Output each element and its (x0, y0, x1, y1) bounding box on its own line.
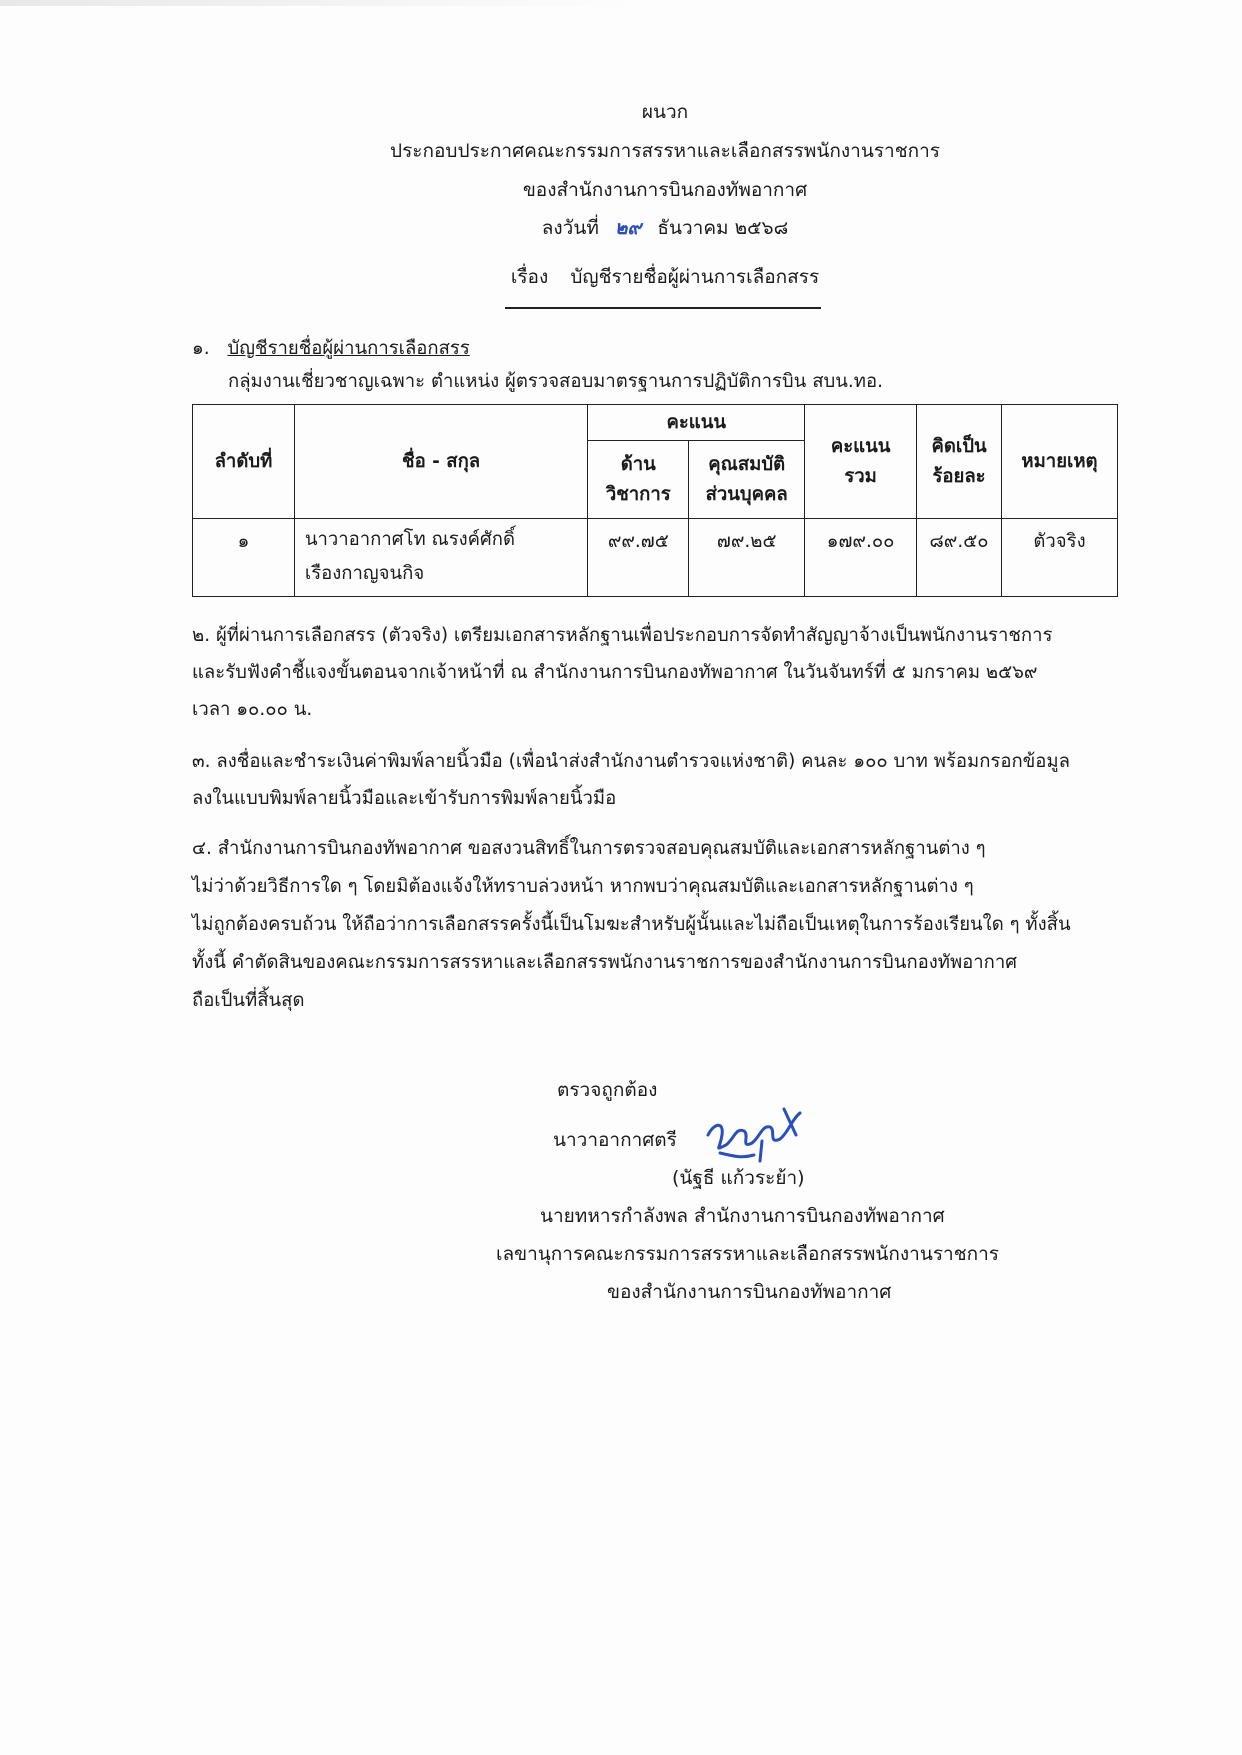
section-4-line4: ทั้งนี้ คำตัดสินของคณะกรรมการสรรหาและเลือกสรรพนักงานราชการของสำนักงานการบินกองทัพอากาศ (192, 952, 1018, 973)
section-4-line5: ถือเป็นที่สิ้นสุด (192, 990, 305, 1011)
subject-label: เรื่อง (510, 266, 549, 288)
certified-label: ตรวจถูกต้อง (557, 1079, 658, 1101)
header-academic (588, 441, 689, 519)
cell-name-line1: นาวาอากาศโท ณรงค์ศักดิ์ (304, 529, 515, 550)
subject-divider (505, 307, 821, 309)
handwritten-signature (700, 1105, 810, 1167)
cell-order: ๑ (193, 519, 295, 597)
scan-shadow (0, 0, 640, 6)
subject-text: บัญชีรายชื่อผู้ผ่านการเลือกสรร (570, 266, 820, 288)
annex-office: ของสำนักงานการบินกองทัพอากาศ (522, 179, 808, 201)
header-total-line2: รวม (844, 465, 877, 487)
header-percent-line1: คิดเป็น (931, 435, 987, 457)
header-academic-line1: ด้าน (620, 453, 656, 475)
section-4-line2: ไม่ว่าด้วยวิธีการใด ๆ โดยมิต้องแจ้งให้ทราบล่วงหน้า หากพบว่าคุณสมบัติและเอกสารหลักฐานต่าง ๆ (192, 876, 974, 897)
section-3-line1: ๓. ลงชื่อและชำระเงินค่าพิมพ์ลายนิ้วมือ (เพื่อนำส่งสำนักงานตำรวจแห่งชาติ) คนละ ๑๐๐ บาท พร้อมกรอกข้อมูล (192, 751, 1070, 772)
header-score: คะแนน (588, 405, 805, 441)
section-2-line1: ๒. ผู้ที่ผ่านการเลือกสรร (ตัวจริง) เตรียมเอกสารหลักฐานเพื่อประกอบการจัดทำสัญญาจ้างเป็นพนักงานราชการ (192, 625, 1053, 646)
results-table (192, 404, 1118, 597)
cell-name-line2: เรืองกาญจนกิจ (304, 563, 425, 584)
section-3-line2: ลงในแบบพิมพ์ลายนิ้วมือและเข้ารับการพิมพ์ลายนิ้วมือ (192, 788, 617, 809)
annex-heading: ผนวก (641, 101, 689, 123)
date-prefix: ลงวันที่ (541, 217, 599, 239)
header-total (805, 405, 917, 519)
cell-name (294, 519, 587, 597)
header-personal-line2: ส่วนบุคคล (705, 483, 788, 505)
header-remark: หมายเหตุ (1002, 405, 1118, 519)
signer-rank: นาวาอากาศตรี (553, 1129, 677, 1151)
header-total-line1: คะแนน (830, 435, 891, 457)
section-1-number: ๑. (192, 338, 210, 359)
header-percent-line2: ร้อยละ (932, 465, 986, 487)
signer-title-2: เลขานุการคณะกรรมการสรรหาและเลือกสรรพนักงานราชการ (496, 1243, 999, 1265)
header-academic-line2: วิชาการ (605, 483, 671, 505)
cell-personal: ๗๙.๒๕ (689, 519, 805, 597)
signer-name: (นัฐธี แก้วระย้า) (672, 1167, 805, 1189)
date-suffix: ธันวาคม ๒๕๖๘ (657, 217, 789, 239)
cell-academic: ๙๙.๗๕ (588, 519, 689, 597)
header-personal (689, 441, 805, 519)
cell-percent: ๘๙.๕๐ (917, 519, 1002, 597)
date-day: ๒๙ (614, 217, 642, 239)
subject-line (0, 262, 1242, 292)
signer-title-3: ของสำนักงานการบินกองทัพอากาศ (607, 1281, 892, 1303)
section-1-position: กลุ่มงานเชี่ยวชาญเฉพาะ ตำแหน่ง ผู้ตรวจสอบมาตรฐานการปฏิบัติการบิน สบน.ทอ. (228, 371, 883, 392)
header-percent (917, 405, 1002, 519)
signer-title-1: นายทหารกำลังพล สำนักงานการบินกองทัพอากาศ (540, 1205, 945, 1227)
header-name: ชื่อ - สกุล (294, 405, 587, 519)
header-personal-line1: คุณสมบัติ (708, 453, 786, 475)
section-1-title: บัญชีรายชื่อผู้ผ่านการเลือกสรร (227, 338, 470, 359)
section-2-line2: และรับฟังคำชี้แจงขั้นตอนจากเจ้าหน้าที่ ณ สำนักงานการบินกองทัพอากาศ ในวันจันทร์ที่ ๕ มกราคม ๒๕๖๙ (192, 662, 1038, 683)
cell-remark: ตัวจริง (1002, 519, 1118, 597)
header-order: ลำดับที่ (193, 405, 295, 519)
table-row (193, 519, 1118, 597)
section-4-line3: ไม่ถูกต้องครบถ้วน ให้ถือว่าการเลือกสรรครั้งนี้เป็นโมฆะสำหรับผู้นั้นและไม่ถือเป็นเหตุในการร้องเรียนใด ๆ ทั้งสิ้น (192, 914, 1071, 935)
section-2-line3: เวลา ๑๐.๐๐ น. (192, 699, 313, 720)
annex-reference: ประกอบประกาศคณะกรรมการสรรหาและเลือกสรรพนักงานราชการ (390, 140, 940, 162)
cell-total: ๑๗๙.๐๐ (805, 519, 917, 597)
annex-date (0, 213, 1242, 243)
section-4-line1: ๔. สำนักงานการบินกองทัพอากาศ ขอสงวนสิทธิ์ในการตรวจสอบคุณสมบัติและเอกสารหลักฐานต่าง ๆ (192, 838, 986, 859)
